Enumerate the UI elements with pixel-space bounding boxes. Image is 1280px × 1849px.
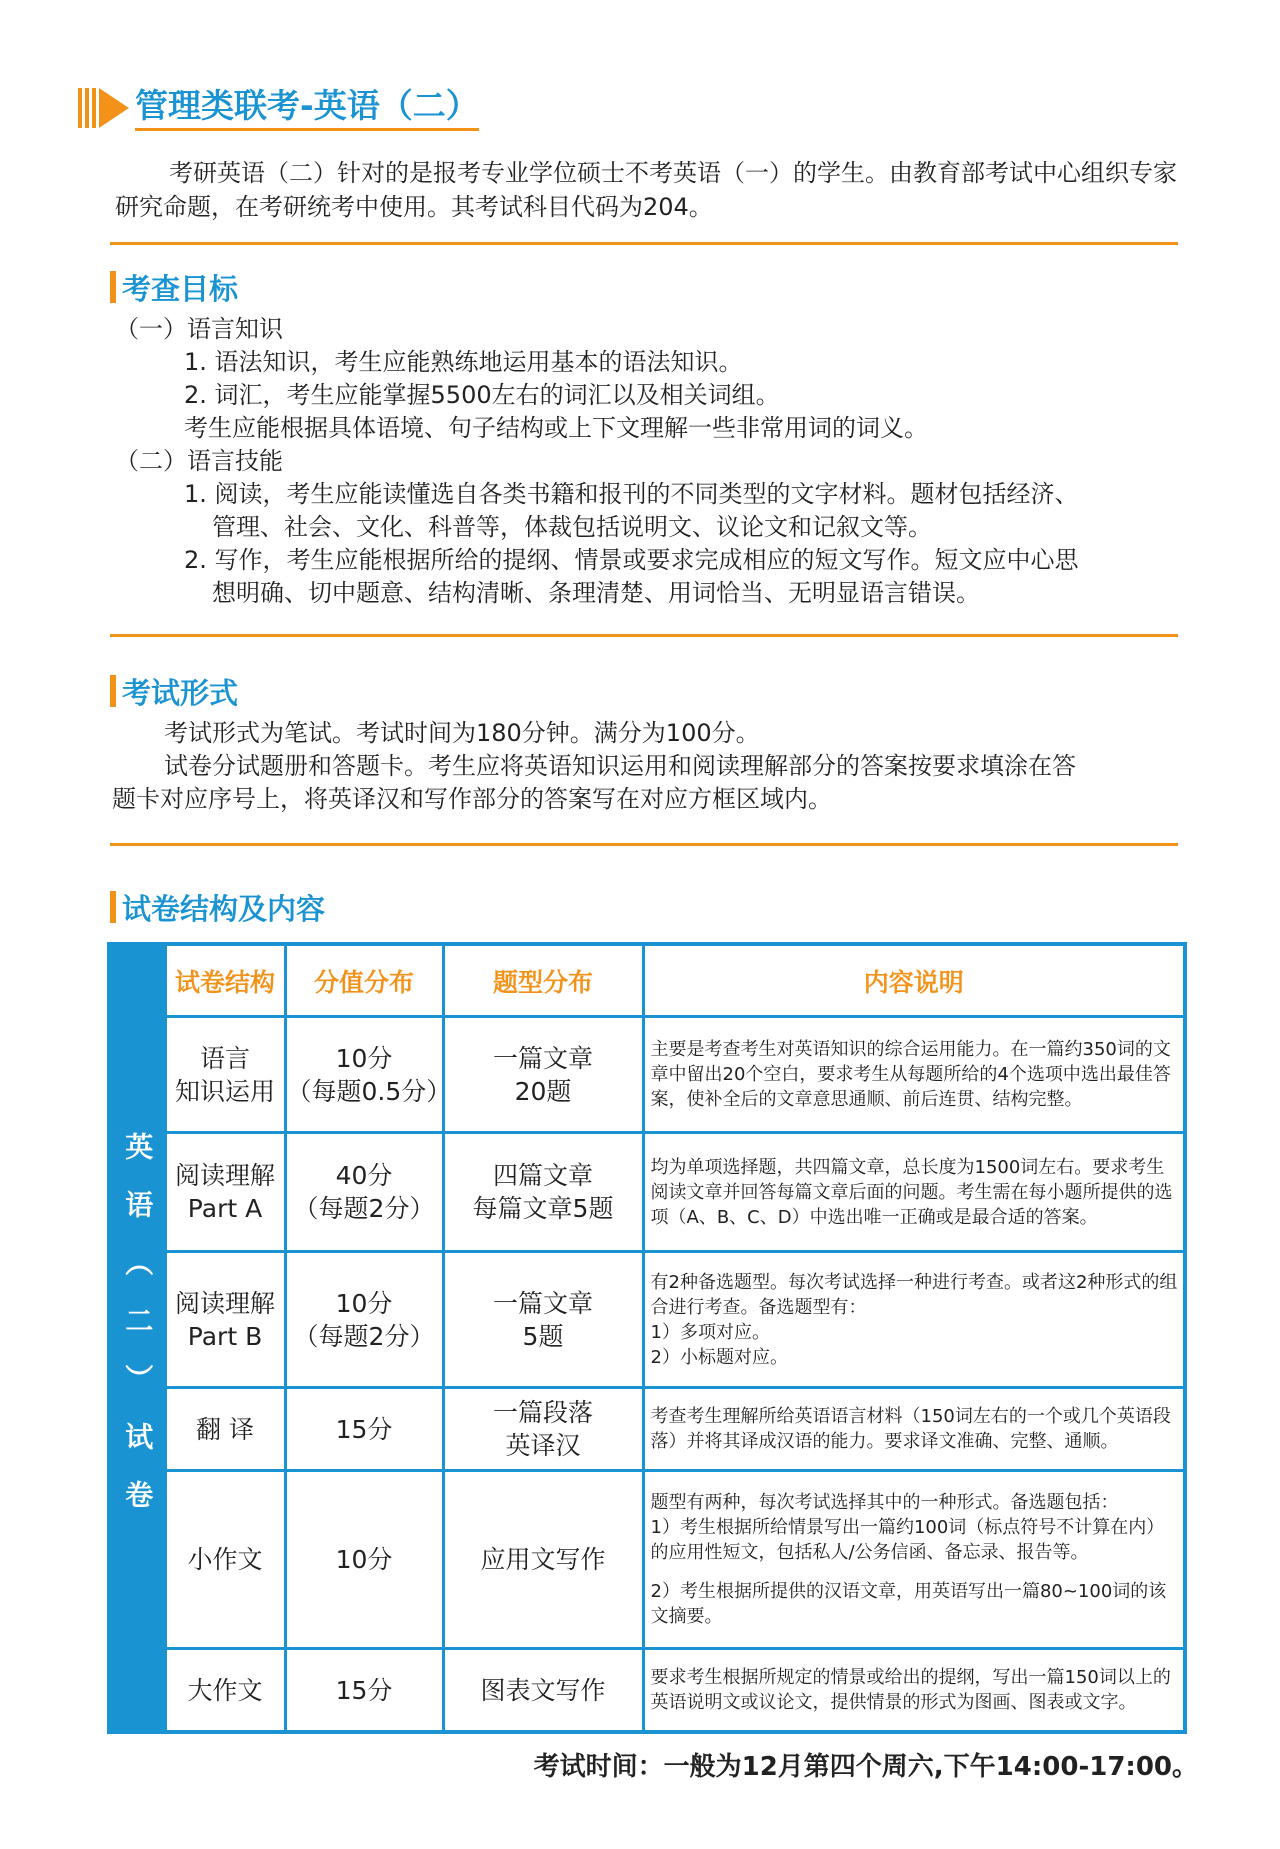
section-heading-objectives: 考查目标: [110, 268, 238, 306]
cell-structure: 翻 译: [165, 1388, 285, 1471]
table-header-row: [109, 944, 1185, 1017]
page-header: [78, 82, 479, 134]
cell-desc: 要求考生根据所规定的情景或给出的提纲，写出一篇150词以上的英语说明文或议论文，提供情景的形式为图画、图表或文字。: [643, 1649, 1185, 1732]
knowledge-item-1: 1. 语法知识，考生应能熟练地运用基本的语法知识。: [184, 348, 743, 376]
exam-structure-table: [107, 942, 1187, 1734]
cell-type: 一篇段落 英译汉: [443, 1388, 643, 1471]
knowledge-title: （一）语言知识: [115, 315, 283, 343]
cell-score: 10分 （每题0.5分）: [285, 1017, 443, 1132]
intro-paragraph: 考研英语（二）针对的是报考专业学位硕士不考英语（一）的学生。由教育部考试中心组织专家研究命题，在考研统考中使用。其考试科目代码为204。: [115, 159, 1177, 221]
divider: [110, 843, 1178, 846]
cell-type: 应用文写作: [443, 1471, 643, 1649]
table-row: [109, 1252, 1185, 1388]
skills-item-2a: 2. 写作，考生应能根据所给的提纲、情景或要求完成相应的短文写作。短文应中心思: [184, 546, 1079, 574]
cell-type: 一篇文章 5题: [443, 1252, 643, 1388]
skills-item-1a: 1. 阅读，考生应能读懂选自各类书籍和报刊的不同类型的文字材料。题材包括经济、: [184, 480, 1079, 508]
cell-desc: 题型有两种，每次考试选择其中的一种形式。备选题包括： 1）考生根据所给情景写出一篇约100词（标点符号不计算在内）的应用性短文，包括私人/公务信函、备忘录、报告等。 2）考生根据所提供的汉语文章，用英语写出一篇80~100词的该文摘要。: [643, 1471, 1185, 1649]
skills-item-1b: 管理、社会、文化、科普等，体裁包括说明文、议论文和记叙文等。: [212, 513, 932, 541]
format-line-2b: 题卡对应序号上，将英译汉和写作部分的答案写在对应方框区域内。: [112, 785, 832, 813]
cell-score: 10分: [285, 1471, 443, 1649]
cell-score: 15分: [285, 1388, 443, 1471]
knowledge-item-3: 考生应能根据具体语境、句子结构或上下文理解一些非常用词的词义。: [184, 414, 928, 442]
header-type: 题型分布: [443, 944, 643, 1017]
format-line-2a: 试卷分试题册和答题卡。考生应将英语知识运用和阅读理解部分的答案按要求填涂在答: [164, 752, 1076, 780]
divider: [110, 634, 1178, 637]
table-row: [109, 1132, 1185, 1252]
table-row: [109, 1388, 1185, 1471]
cell-desc: 有2种备选题型。每次考试选择一种进行考查。或者这2种形式的组合进行考查。备选题型有： 1）多项对应。 2）小标题对应。: [643, 1252, 1185, 1388]
cell-score: 40分 （每题2分）: [285, 1132, 443, 1252]
table-row: [109, 1471, 1185, 1649]
cell-structure: 小作文: [165, 1471, 285, 1649]
divider: [110, 242, 1178, 245]
cell-desc: 考查考生理解所给英语语言材料（150词左右的一个或几个英语段落）并将其译成汉语的能力。要求译文准确、完整、通顺。: [643, 1388, 1185, 1471]
cell-desc: 主要是考查考生对英语知识的综合运用能力。在一篇约350词的文章中留出20个空白，要求考生从每题所给的4个选项中选出最佳答案，使补全后的文章意思通顺、前后连贯、结构完整。: [643, 1017, 1185, 1132]
cell-structure: 语言 知识运用: [165, 1017, 285, 1132]
format-line-1: 考试形式为笔试。考试时间为180分钟。满分为100分。: [164, 719, 760, 747]
cell-desc: 均为单项选择题，共四篇文章，总长度为1500词左右。要求考生阅读文章并回答每篇文章后面的问题。考生需在每小题所提供的选项（A、B、C、D）中选出唯一正确或是最合适的答案。: [643, 1132, 1185, 1252]
cell-structure: 阅读理解 Part B: [165, 1252, 285, 1388]
cell-structure: 阅读理解 Part A: [165, 1132, 285, 1252]
skills-title: （二）语言技能: [115, 447, 283, 475]
header-score: 分值分布: [285, 944, 443, 1017]
cell-score: 15分: [285, 1649, 443, 1732]
cell-structure: 大作文: [165, 1649, 285, 1732]
cell-type: 图表文写作: [443, 1649, 643, 1732]
table-row: [109, 1649, 1185, 1732]
section-heading-structure: 试卷结构及内容: [110, 888, 325, 926]
exam-time-note: 考试时间：一般为12月第四个周六,下午14:00-17:00。: [533, 1752, 1198, 1782]
cell-score: 10分 （每题2分）: [285, 1252, 443, 1388]
skills-item-2b: 想明确、切中题意、结构清晰、条理清楚、用词恰当、无明显语言错误。: [212, 579, 980, 607]
arrow-icon: [78, 88, 129, 128]
table-row: [109, 1017, 1185, 1132]
cell-type: 四篇文章 每篇文章5题: [443, 1132, 643, 1252]
knowledge-item-2: 2. 词汇，考生应能掌握5500左右的词汇以及相关词组。: [184, 381, 780, 409]
side-label: 英语（二）试卷: [109, 944, 165, 1732]
header-structure: 试卷结构: [165, 944, 285, 1017]
header-desc: 内容说明: [643, 944, 1185, 1017]
page-title: 管理类联考-英语（二）: [135, 86, 479, 131]
section-heading-format: 考试形式: [110, 672, 238, 710]
cell-type: 一篇文章 20题: [443, 1017, 643, 1132]
